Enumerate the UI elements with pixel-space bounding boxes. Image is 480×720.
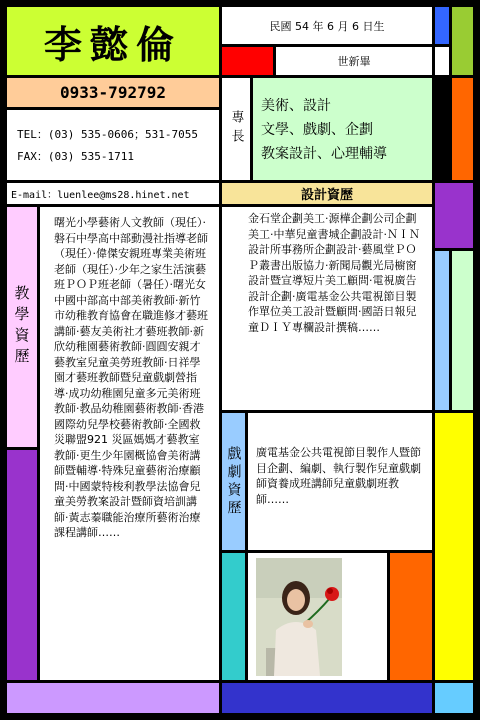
green-block-top xyxy=(452,7,473,75)
blue-block-top xyxy=(435,7,449,44)
specialty-box xyxy=(253,78,432,180)
teaching-label-box xyxy=(7,207,37,447)
person-name: 李懿倫 xyxy=(43,21,182,67)
photo xyxy=(256,558,342,676)
design-title: 設計資歷 xyxy=(300,188,353,203)
email-box xyxy=(7,183,219,204)
drama-box xyxy=(248,413,432,550)
teaching-body: 曙光小學藝術人文教師（現任）‧磐石中學高中部動漫社指導老師（現任）‧偉傑安親班專業美術班老師（現任）‧少年之家生活演藝班ＰＯＰ班老師（暑任）‧曙光女中國中部高中部美術教師‧新竹市幼稚教育協會在職進修才藝班講師‧藝友美術社才藝班教師‧新欣幼稚園藝術教師‧圓圓安親才藝教室兒童美勞班教師‧日祥學園才藝班教師暨兒童戲劇營指導‧成功幼稚園兒童多元美術班教師‧教品幼稚園藝術教師‧香港國際幼兒學校藝術教師‧全國救災聯盟921 災區媽媽才藝教室教師‧更生少年園概協會美術講師暨輔導‧特殊兒童藝術治療顧問‧中國蒙特梭利教學法協會兒童美勞教案設計暨師資培訓講師‧黃志蓁職能治療所藝術治療課程講師…… xyxy=(54,216,208,539)
drama-label: 戲劇資歷 xyxy=(225,445,242,518)
cyan-block xyxy=(222,553,245,680)
birth-date: 民國 54 年 6 月 6 日生 xyxy=(269,19,385,33)
contact-box xyxy=(7,110,219,180)
specialty-label: 專長 xyxy=(228,110,244,148)
phone-box xyxy=(7,78,219,107)
specialty-line-1: 美術、設計 xyxy=(261,98,331,114)
fax-line: FAX：(03) 535-1711 xyxy=(17,150,134,163)
birth-box xyxy=(222,7,432,44)
skyblue-block xyxy=(435,251,449,410)
design-body: 金石堂企劃美工‧源樺企劃公司企劃美工‧中華兒童書城企劃設計‧ＮＩＮ設計所事務所企劃設計‧藝風堂ＰＯＰ叢書出版協力‧新聞局觀光局櫥窗設計暨宣導短片美工顧問‧電視廣告設計企劃‧廣電基金公共電視節目製作單位美工設計暨顧問‧國語日報兒童ＤＩＹ專欄設計撰稿…… xyxy=(248,212,420,334)
phone-number: 0933-792792 xyxy=(60,83,166,102)
teaching-box xyxy=(40,207,219,680)
portrait-image xyxy=(256,558,342,676)
orange-block-top xyxy=(452,78,473,180)
specialty-line-2: 文學、戲劇、企劃 xyxy=(261,122,373,138)
tel-line: TEL：(03) 535-0606；531-7055 xyxy=(17,128,198,141)
white-block-right xyxy=(435,47,449,75)
name-box xyxy=(7,7,219,75)
purple-block-right xyxy=(435,183,473,248)
school-box xyxy=(276,47,432,75)
mint-block xyxy=(452,251,473,410)
school-text: 世新畢 xyxy=(337,55,371,68)
specialty-label-box xyxy=(222,78,250,180)
darkblue-strip xyxy=(222,683,432,713)
drama-body: 廣電基金公共電視節目製作人暨節目企劃、編劇、執行製作兒童戲劇師資養成班講師兒童戲劇班教師…… xyxy=(256,446,421,506)
design-title-box xyxy=(222,183,432,204)
teaching-purple-strip xyxy=(7,450,37,680)
lightblue-strip xyxy=(435,683,473,713)
yellow-block-right xyxy=(435,413,473,680)
red-block xyxy=(222,47,273,75)
teaching-label: 教學資歷 xyxy=(12,285,31,369)
specialty-line-3: 教案設計、心理輔導 xyxy=(261,146,387,162)
design-box xyxy=(222,207,432,410)
orange-block-bottom xyxy=(390,553,432,680)
email-line: E-mail：luenlee@ms28.hinet.net xyxy=(11,190,190,201)
lavender-strip xyxy=(7,683,219,713)
drama-label-box xyxy=(222,413,245,550)
